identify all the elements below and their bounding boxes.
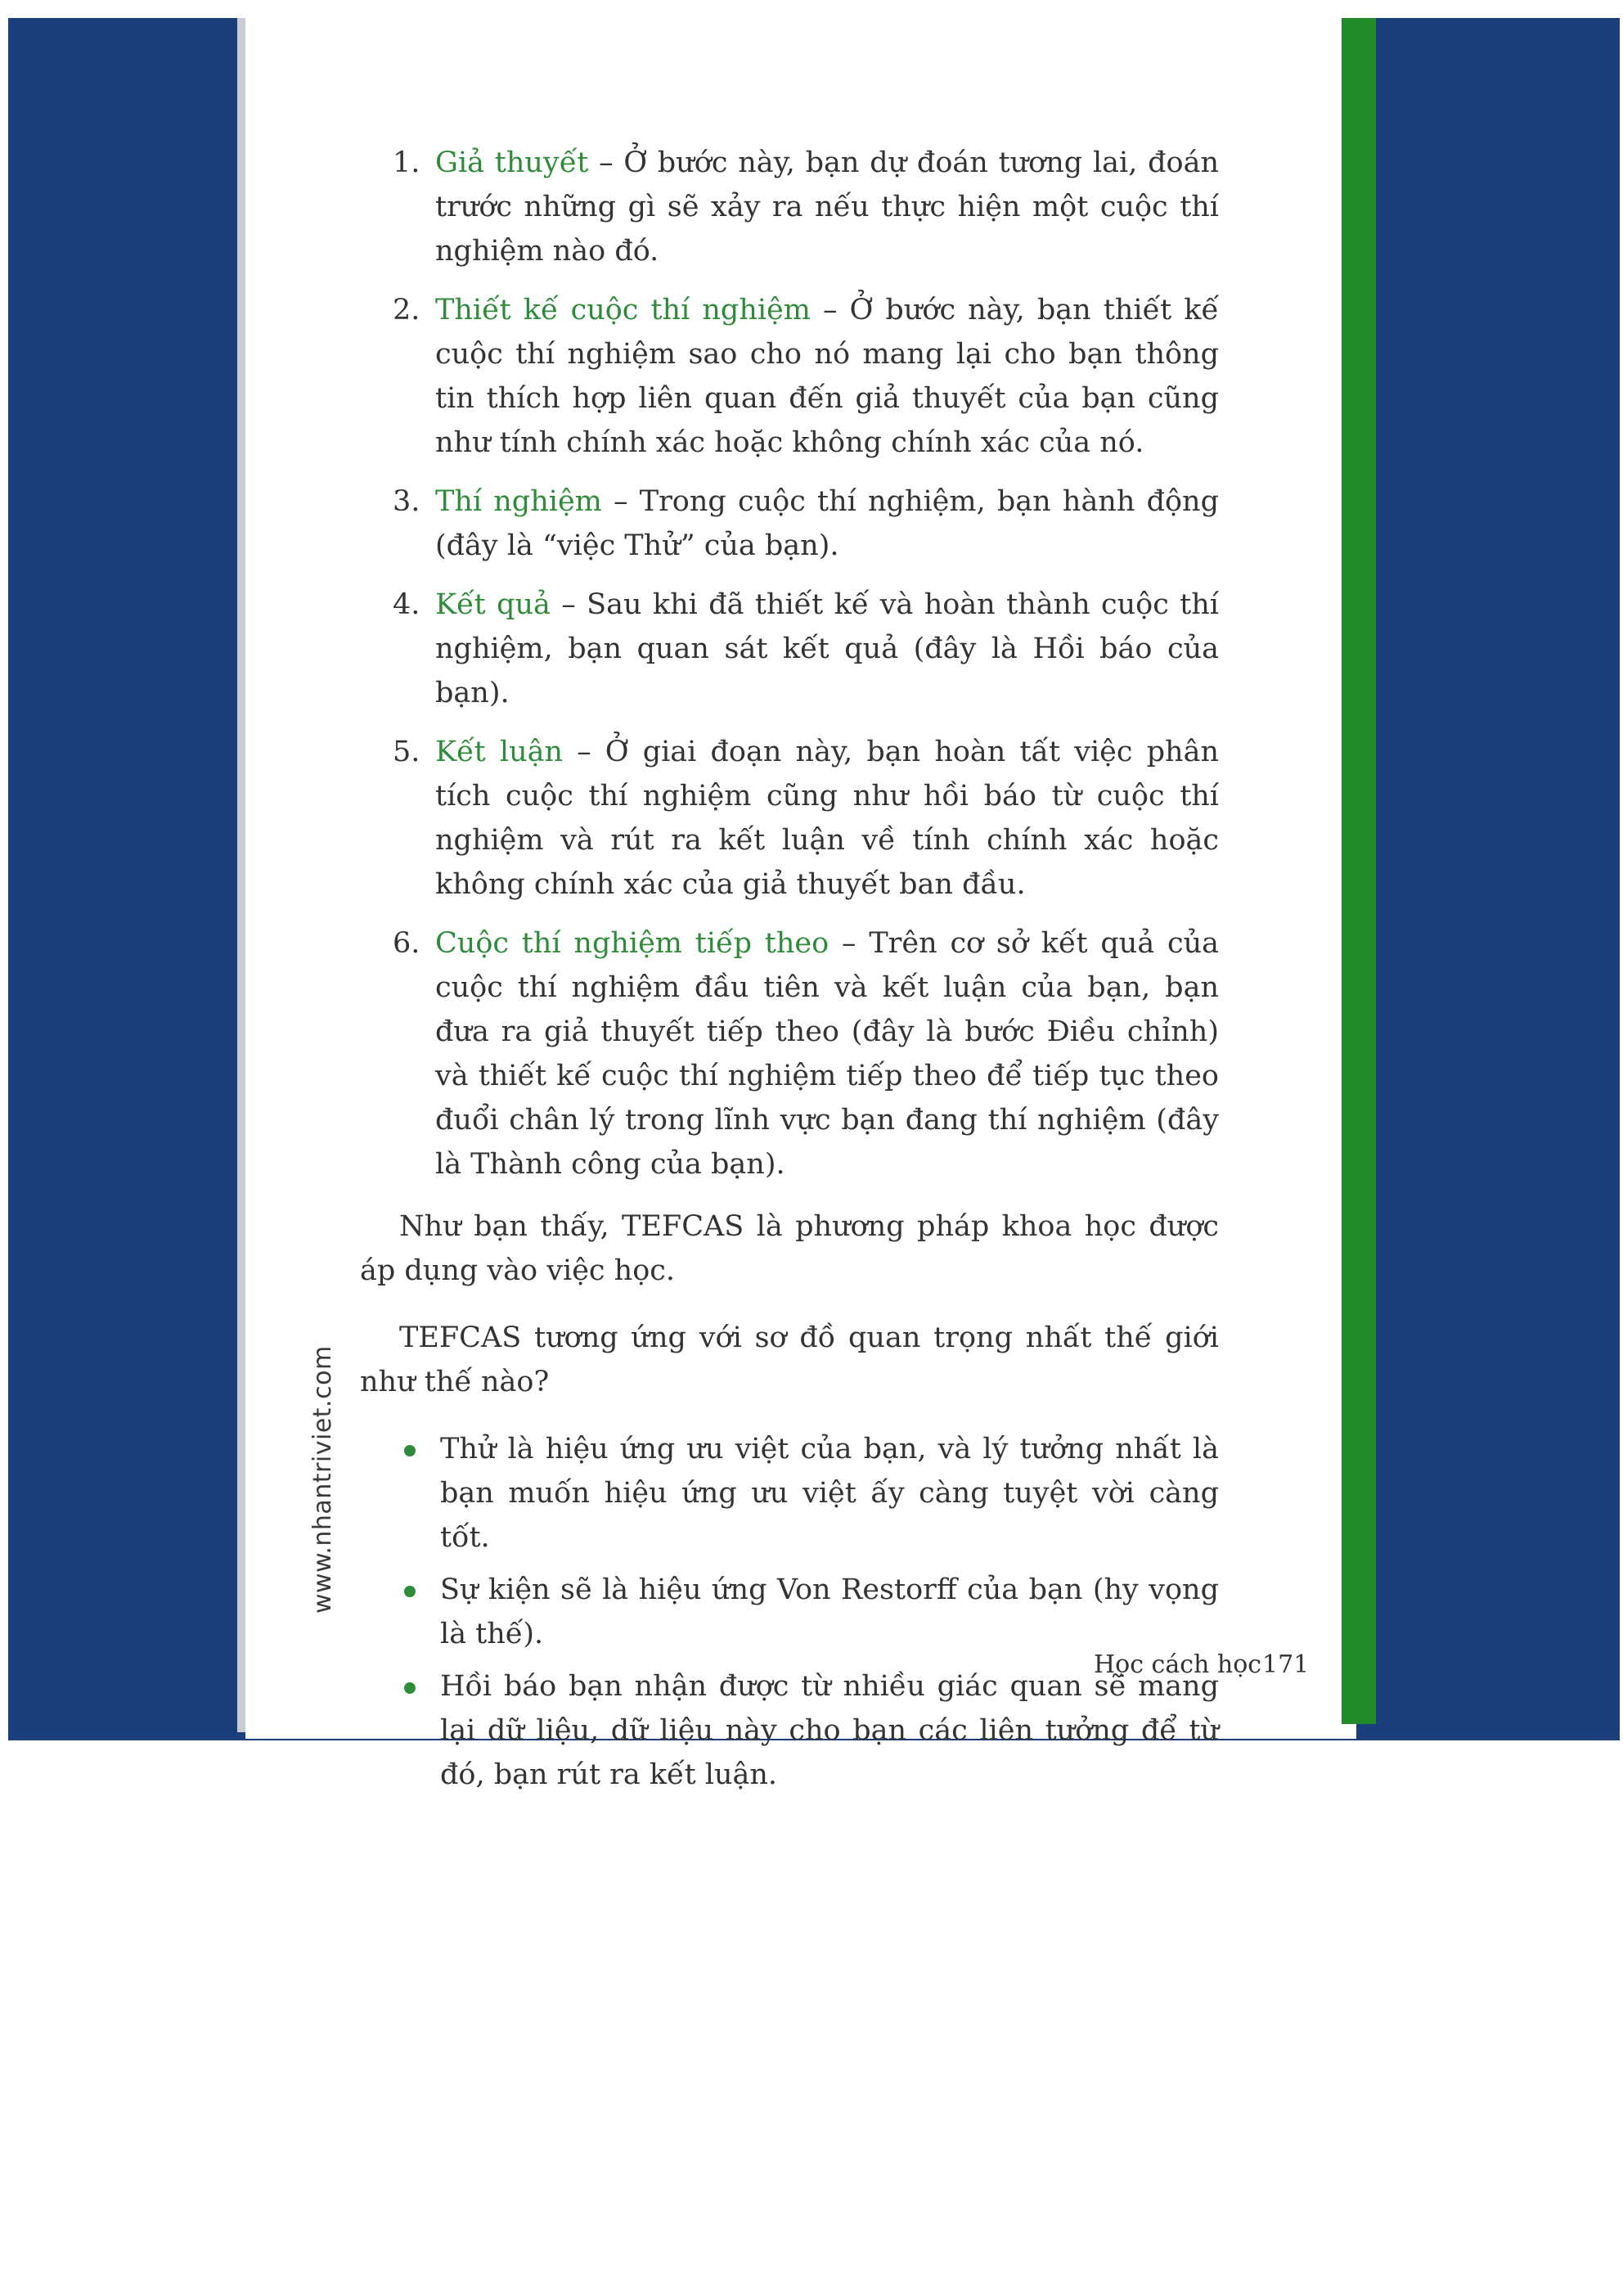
step-term: Giả thuyết — [435, 146, 589, 179]
bullet-icon — [404, 1586, 416, 1597]
tefcas-steps-list — [360, 141, 1219, 1186]
step-number: 4. — [393, 588, 420, 621]
body-paragraph: Như bạn thấy, TEFCAS là phương pháp khoa học được áp dụng vào việc học. — [360, 1210, 1219, 1287]
step-text: – Ở bước này, bạn thiết kế cuộc thí nghiệm sao cho nó mang lại cho bạn thông tin thích hợp liên quan đến giả thuyết của bạn cũng như tính chính xác hoặc không chính xác của nó. — [435, 294, 1219, 459]
body-paragraph: TEFCAS tương ứng với sơ đồ quan trọng nhất thế giới như thế nào? — [360, 1321, 1219, 1398]
list-item — [360, 1664, 1219, 1797]
list-item — [360, 921, 1219, 1186]
publisher-url: www.nhantriviet.com — [308, 1345, 337, 1614]
step-text: – Trong cuộc thí nghiệm, bạn hành động (đây là “việc Thử” của bạn). — [435, 485, 1219, 562]
list-item — [360, 583, 1219, 715]
step-number: 3. — [393, 485, 420, 518]
step-number: 6. — [393, 927, 420, 960]
list-item — [360, 730, 1219, 907]
book-page — [245, 18, 1356, 1791]
list-item — [360, 1568, 1219, 1656]
bullet-list — [360, 1427, 1219, 1797]
step-number: 2. — [393, 294, 420, 326]
bullet-text: Thử là hiệu ứng ưu việt của bạn, và lý tưởng nhất là bạn muốn hiệu ứng ưu việt ấy càng tuyệt vời càng tốt. — [440, 1433, 1219, 1554]
list-item — [360, 288, 1219, 465]
bullet-icon — [404, 1445, 416, 1456]
bullet-text: Hồi báo bạn nhận được từ nhiều giác quan sẽ mang lại dữ liệu, dữ liệu này cho bạn các liên tưởng để từ đó, bạn rút ra kết luận. — [440, 1670, 1219, 1791]
step-text: – Trên cơ sở kết quả của cuộc thí nghiệm đầu tiên và kết luận của bạn, bạn đưa ra giả thuyết tiếp theo (đây là bước Điều chỉnh) và thiết kế cuộc thí nghiệm tiếp theo để tiếp tục theo đuổi chân lý trong lĩnh vực bạn đang thí nghiệm (đây là Thành công của bạn). — [435, 927, 1220, 1181]
list-item — [360, 141, 1219, 273]
bullet-text: Sự kiện sẽ là hiệu ứng Von Restorff của bạn (hy vọng là thế). — [440, 1573, 1219, 1650]
step-number: 1. — [393, 146, 420, 179]
page-number: 171 — [1262, 1650, 1310, 1679]
step-text: – Ở giai đoạn này, bạn hoàn tất việc phân tích cuộc thí nghiệm cũng như hồi báo từ cuộc thí nghiệm và rút ra kết luận về tính chính xác hoặc không chính xác của giả thuyết ban đầu. — [435, 736, 1220, 901]
list-item — [360, 1427, 1219, 1560]
step-term: Kết quả — [435, 588, 551, 621]
step-term: Thiết kế cuộc thí nghiệm — [435, 294, 811, 326]
page-content — [360, 141, 1219, 1805]
footer-book-title: Học cách học — [1094, 1650, 1262, 1679]
step-term: Kết luận — [435, 736, 564, 768]
step-number: 5. — [393, 736, 420, 768]
step-text: – Sau khi đã thiết kế và hoàn thành cuộc thí nghiệm, bạn quan sát kết quả (đây là Hồi báo của bạn). — [435, 588, 1219, 709]
green-page-edge — [1342, 18, 1376, 1724]
step-term: Cuộc thí nghiệm tiếp theo — [435, 927, 829, 960]
bullet-icon — [404, 1682, 416, 1694]
list-item — [360, 479, 1219, 568]
step-text: – Ở bước này, bạn dự đoán tương lai, đoán trước những gì sẽ xảy ra nếu thực hiện một cuộc thí nghiệm nào đó. — [435, 146, 1219, 268]
step-term: Thí nghiệm — [435, 485, 602, 518]
